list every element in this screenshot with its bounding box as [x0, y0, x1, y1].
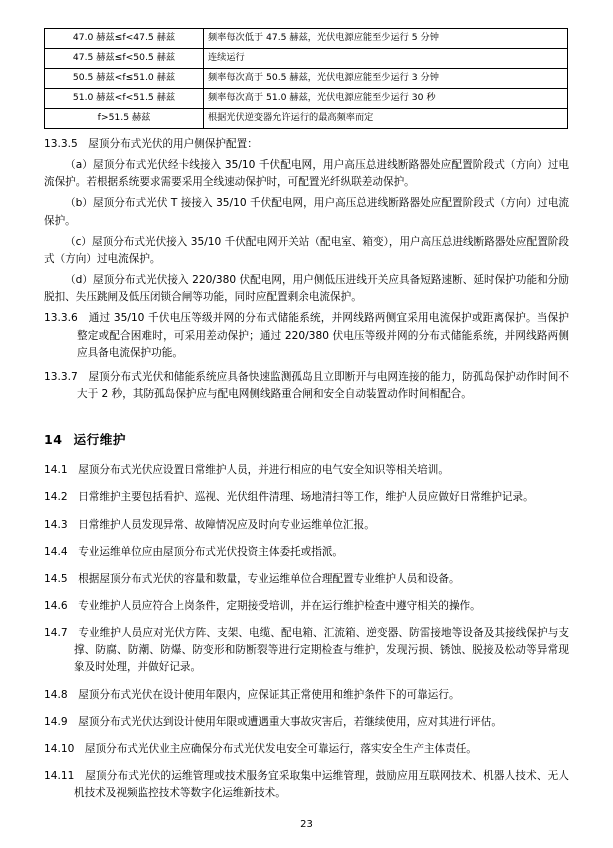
item-number: 14.10 [44, 742, 75, 755]
item-number: 14.5 [44, 572, 68, 585]
item-text: 根据屋顶分布式光伏的容量和数量，专业运维单位合理配置专业维护人员和设备。 [78, 572, 460, 585]
table-cell-requirement: 频率每次低于 47.5 赫兹，光伏电源应能至少运行 5 分钟 [204, 29, 568, 49]
clause-text: 屋顶分布式光伏和储能系统应具备快速监测孤岛且立即断开与电网连接的能力，防孤岛保护动作时间不大于 2 秒，其防孤岛保护应与配电网侧线路重合闸和安全自动装置动作时间相配合。 [77, 370, 570, 401]
item-text: 屋顶分布式光伏达到设计使用年限或遭遇重大事故灾害后，若继续使用，应对其进行评估。 [78, 715, 502, 728]
table-row [45, 89, 568, 109]
table-cell-requirement: 频率每次高于 50.5 赫兹，光伏电源应能至少运行 3 分钟 [204, 69, 568, 89]
clause-number: 13.3.6 [44, 312, 78, 325]
item-text: 日常维护主要包括看护、巡视、光伏组件清理、场地清扫等工作，维护人员应做好日常维护记录。 [78, 491, 534, 504]
section-number: 14 [44, 432, 63, 448]
table-cell-requirement: 根据光伏逆变器允许运行的最高频率而定 [204, 109, 568, 129]
item-number: 14.11 [44, 770, 75, 783]
table-row [45, 29, 568, 49]
clause-number: 13.3.5 [44, 138, 78, 150]
clause-13-3-6 [44, 310, 569, 361]
clause-number: 13.3.7 [44, 370, 78, 383]
item-number: 14.7 [44, 627, 68, 640]
table-row [45, 69, 568, 89]
clause-13-3-5 [44, 136, 569, 153]
item-text: 专业维护人员应对光伏方阵、支架、电缆、配电箱、汇流箱、逆变器、防雷接地等设备及其接线保护与支撑、防腐、防潮、防爆、防变形和防断裂等进行定期检查与维护，发现污损、锈蚀、脱接及松动等异常现象及时处理，并做好记录。 [74, 627, 570, 674]
item-14-9 [44, 714, 569, 731]
clause-text: 通过 35/10 千伏电压等级并网的分布式储能系统，并网线路两侧宜采用电流保护或距离保护。当保护整定或配合困难时，可采用差动保护；通过 220/380 伏电压等级并网的分布式储能系统，并网线路两侧应具备电流保护功能。 [77, 312, 570, 359]
clause-13-3-5-c: （c）屋顶分布式光伏接入 35/10 千伏配电网开关站（配电室、箱变），用户高压总进线断路器处应配置阶段式（方向）过电流保护。 [44, 235, 569, 265]
clause-13-3-5-a: （a）屋顶分布式光伏经卡线接入 35/10 千伏配电网，用户高压总进线断路器处应配置阶段式（方向）过电流保护。若根据系统要求需要采用全线速动保护时，可配置光纤纵联差动保护。 [44, 159, 569, 189]
clause-13-3-5-b: （b）屋顶分布式光伏 T 接接入 35/10 千伏配电网，用户高压总进线断路器处应配置阶段式（方向）过电流保护。 [44, 197, 569, 227]
item-text: 屋顶分布式光伏在设计使用年限内，应保证其正常使用和维护条件下的可靠运行。 [78, 688, 460, 701]
item-number: 14.1 [44, 464, 68, 477]
table-row [45, 109, 568, 129]
frequency-requirements-table [44, 28, 568, 129]
item-14-2 [44, 489, 569, 506]
item-number: 14.4 [44, 545, 68, 558]
item-14-4 [44, 544, 569, 561]
item-text: 专业维护人员应符合上岗条件，定期接受培训，并在运行维护检查中遵守相关的操作。 [78, 599, 481, 612]
item-14-10 [44, 741, 569, 758]
item-14-11 [44, 768, 569, 802]
page-number: 23 [300, 819, 313, 830]
table-cell-range: f>51.5 赫兹 [45, 109, 204, 129]
item-14-3 [44, 517, 569, 534]
clause-text: 屋顶分布式光伏的用户侧保护配置： [88, 138, 258, 150]
table-cell-range: 47.5 赫兹≤f<50.5 赫兹 [45, 49, 204, 69]
table-cell-requirement: 频率每次高于 51.0 赫兹，光伏电源应能至少运行 30 秒 [204, 89, 568, 109]
item-14-6 [44, 598, 569, 615]
table-cell-range: 47.0 赫兹≤f<47.5 赫兹 [45, 29, 204, 49]
item-text: 日常维护人员发现异常、故障情况应及时向专业运维单位汇报。 [78, 518, 375, 531]
table-cell-range: 50.5 赫兹<f≤51.0 赫兹 [45, 69, 204, 89]
item-text: 屋顶分布式光伏应设置日常维护人员，并进行相应的电气安全知识等相关培训。 [78, 464, 449, 477]
item-14-8 [44, 687, 569, 704]
item-number: 14.3 [44, 518, 68, 531]
item-number: 14.2 [44, 491, 68, 504]
item-number: 14.6 [44, 599, 68, 612]
clause-13-3-5-d: （d）屋顶分布式光伏接入 220/380 伏配电网，用户侧低压进线开关应具备短路速断、延时保护功能和分励脱扣、失压跳闸及低压闭锁合闸等功能，同时应配置剩余电流保护。 [44, 274, 569, 304]
table-cell-requirement: 连续运行 [204, 49, 568, 69]
section-title: 运行维护 [73, 432, 126, 448]
item-text: 专业运维单位应由屋顶分布式光伏投资主体委托或指派。 [78, 545, 344, 558]
item-14-1 [44, 462, 569, 479]
item-text: 屋顶分布式光伏业主应确保分布式光伏发电安全可靠运行，落实安全生产主体责任。 [84, 742, 477, 755]
table-cell-range: 51.0 赫兹<f<51.5 赫兹 [45, 89, 204, 109]
section-14-items [44, 462, 569, 802]
table-row [45, 49, 568, 69]
section-heading-14 [44, 429, 569, 448]
item-14-5 [44, 571, 569, 588]
item-number: 14.9 [44, 715, 68, 728]
item-number: 14.8 [44, 688, 68, 701]
clause-13-3-7 [44, 369, 569, 403]
item-text: 屋顶分布式光伏的运维管理或技术服务宜采取集中运维管理，鼓励应用互联网技术、机器人技术、无人机技术及视频监控技术等数字化运维新技术。 [74, 770, 570, 800]
item-14-7 [44, 625, 569, 676]
